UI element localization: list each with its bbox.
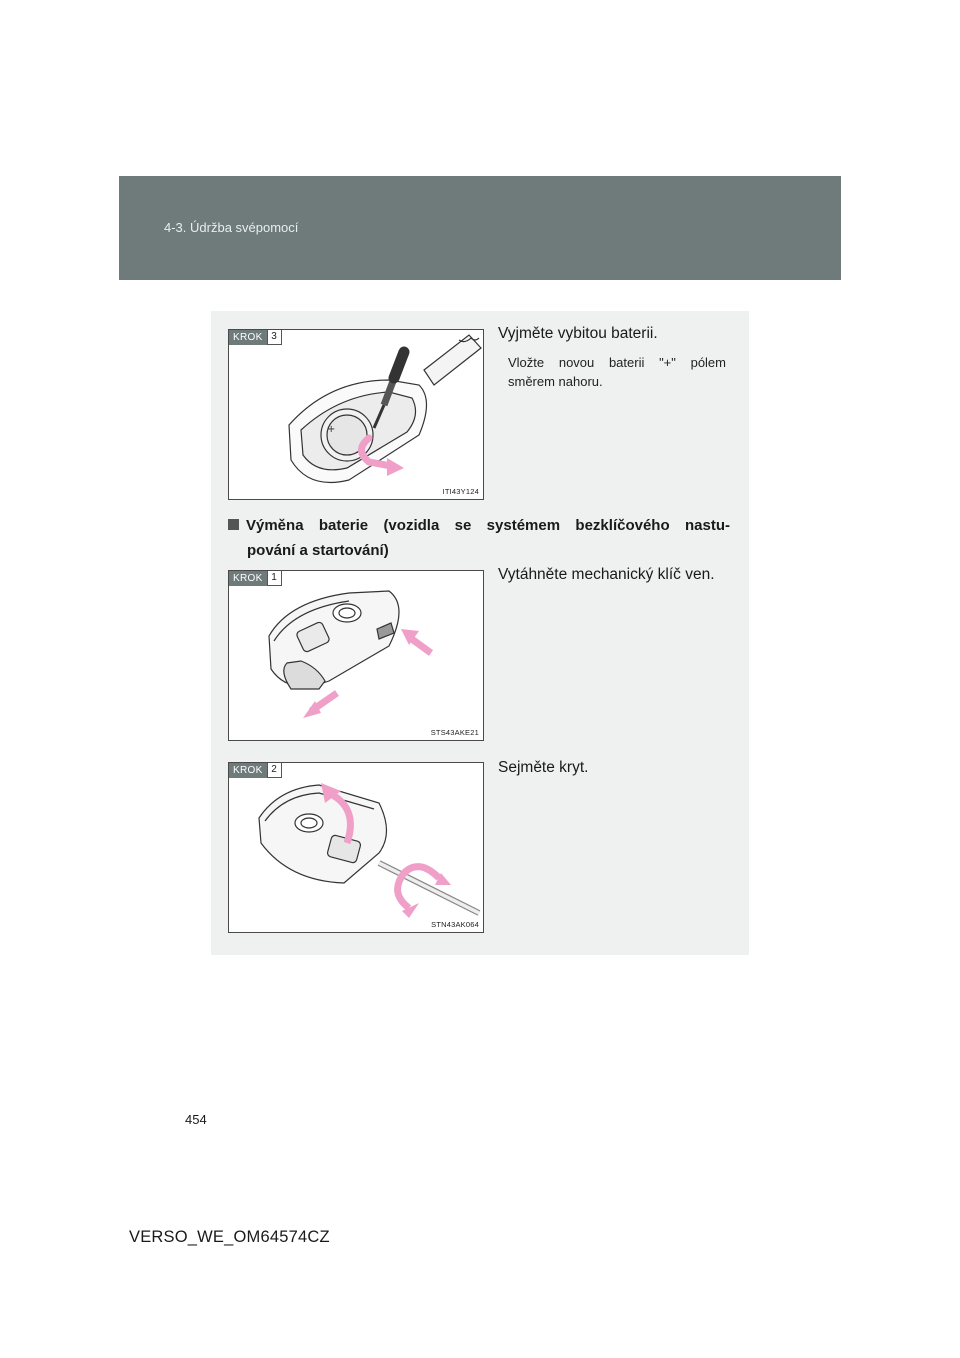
svg-text:+: + (327, 424, 336, 435)
step-3-note: Vložte novou baterii "+" pólem směrem nahoru. (508, 355, 726, 389)
image-code: ITI43Y124 (442, 487, 479, 496)
section-title: 4-3. Údržba svépomocí (164, 220, 299, 235)
key-removal-illustration (229, 571, 484, 741)
step-1-text: Vytáhněte mechanický klíč ven. (498, 566, 715, 583)
section-heading (228, 513, 730, 563)
figure-step-2 (228, 762, 484, 933)
step-3-text: Vyjměte vybitou baterii. (498, 325, 658, 342)
step-badge-number: 1 (267, 571, 282, 586)
step-badge-number: 3 (267, 330, 282, 345)
page-number: 454 (185, 1112, 207, 1127)
step-badge (229, 330, 282, 345)
section-heading-line1: Výměna baterie (vozidla se systémem bezklíčového nastu- (246, 517, 730, 534)
battery-removal-illustration (229, 330, 484, 500)
step-badge-label: KROK (229, 330, 267, 345)
step-2-text: Sejměte kryt. (498, 759, 589, 776)
step-badge-label: KROK (229, 571, 267, 586)
image-code: STS43AKE21 (430, 728, 479, 737)
section-heading-line2: pování a startování) (247, 542, 389, 559)
page-header (119, 176, 841, 280)
bullet-square-icon (228, 519, 239, 530)
figure-step-1 (228, 570, 484, 741)
step-badge-number: 2 (267, 763, 282, 778)
step-badge-label: KROK (229, 763, 267, 778)
image-code: STN43AK064 (431, 920, 479, 929)
cover-removal-illustration (229, 763, 484, 933)
step-badge (229, 763, 282, 778)
figure-step-3 (228, 329, 484, 500)
step-badge (229, 571, 282, 586)
document-code: VERSO_WE_OM64574CZ (129, 1228, 330, 1246)
